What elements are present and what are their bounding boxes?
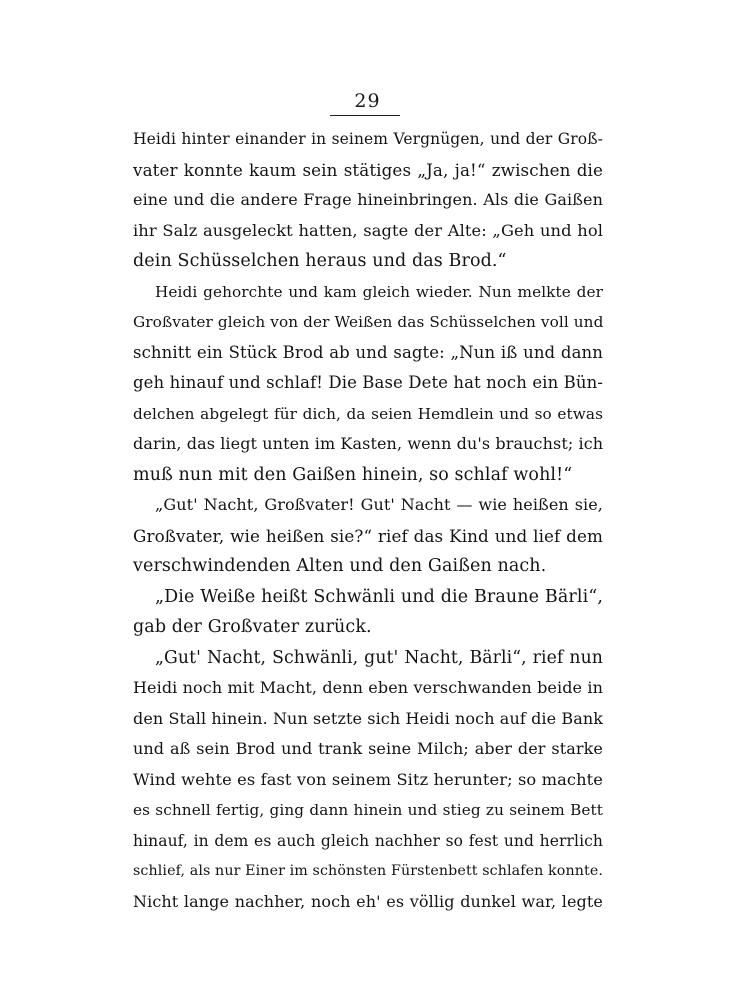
text-line: Nicht lange nachher, noch eh' es völlig dunkel war, legte: [133, 891, 603, 911]
text-line: geh hinauf und schlaf! Die Base Dete hat noch ein Bün-: [133, 373, 603, 392]
text-line: schlief, als nur Einer im schönsten Fürstenbett schlafen konnte.: [133, 863, 604, 879]
text-line: ihr Salz ausgeleckt hatten, sagte der Alte: „Geh und hol: [133, 220, 603, 240]
text-line: schnitt ein Stück Brod ab und sagte: „Nun iß und dann: [133, 342, 603, 362]
text-line: „Gut' Nacht, Schwänli, gut' Nacht, Bärli“, rief nun: [155, 647, 603, 668]
text-line: und aß sein Brod und trank seine Milch; aber der starke: [133, 739, 603, 758]
header-rule: [330, 115, 400, 116]
page-number: 29: [354, 90, 381, 112]
text-line: Wind wehte es fast von seinem Sitz herunter; so machte: [133, 769, 603, 789]
text-line: es schnell fertig, ging dann hinein und stieg zu seinem Bett: [133, 801, 603, 819]
text-line: hinauf, in dem es auch gleich nachher so fest und herrlich: [133, 831, 603, 850]
text-line: Heidi noch mit Macht, denn eben verschwanden beide in: [133, 678, 603, 697]
text-line: muß nun mit den Gaißen hinein, so schlaf wohl!“: [133, 464, 573, 485]
text-line: delchen abgelegt für dich, da seien Hemdlein und so etwas: [133, 404, 603, 423]
text-line: Großvater, wie heißen sie?“ rief das Kind und lief dem: [133, 525, 603, 546]
text-line: darin, das liegt unten im Kasten, wenn du's brauchst; ich: [133, 434, 604, 453]
text-line: „Gut' Nacht, Großvater! Gut' Nacht — wie heißen sie,: [155, 495, 603, 514]
text-line: eine und die andere Frage hineinbringen. Als die Gaißen: [133, 190, 603, 209]
text-line: Heidi gehorchte und kam gleich wieder. Nun melkte der: [155, 282, 603, 301]
text-line: Großvater gleich von der Weißen das Schüsselchen voll und: [133, 313, 604, 331]
text-line: gab der Großvater zurück.: [133, 617, 372, 637]
text-line: vater konnte kaum sein stätiges „Ja, ja!“ zwischen die: [133, 159, 603, 180]
text-line: Heidi hinter einander in seinem Vergnügen, und der Groß-: [133, 130, 603, 148]
body-text: [133, 124, 603, 917]
text-line: dein Schüsselchen heraus und das Brod.“: [133, 251, 507, 271]
text-line: den Stall hinein. Nun setzte sich Heidi noch auf die Bank: [133, 708, 604, 728]
text-line: verschwindenden Alten und den Gaißen nach.: [133, 556, 547, 576]
text-line: „Die Weiße heißt Schwänli und die Braune Bärli“,: [155, 586, 603, 607]
